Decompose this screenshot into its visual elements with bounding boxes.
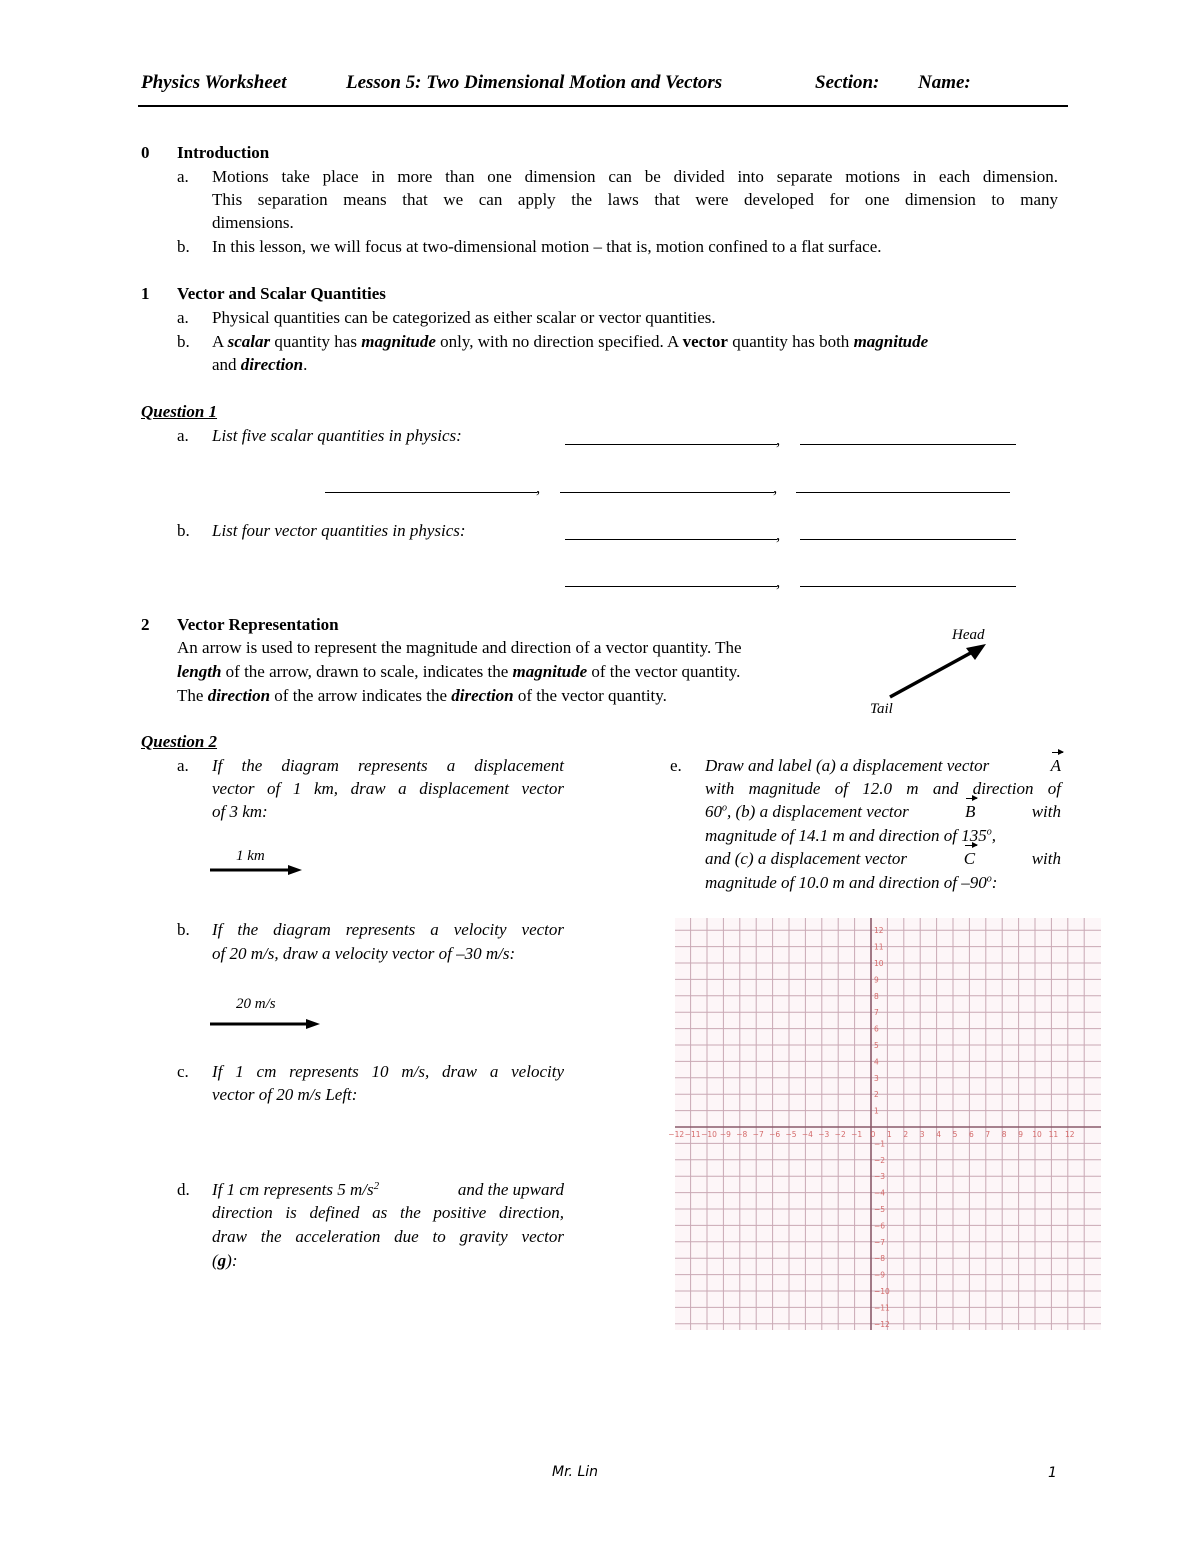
q2-e-line1: Draw and label (a) a displacement vector A bbox=[705, 756, 1061, 775]
x-tick-label: 9 bbox=[1018, 1130, 1023, 1139]
x-tick-label: 1 bbox=[887, 1130, 892, 1139]
comma: , bbox=[776, 430, 781, 449]
vector-c-symbol: C bbox=[963, 849, 976, 868]
s2-line2: length of the arrow, drawn to scale, indicates the magnitude of the vector quantity. bbox=[177, 662, 741, 681]
list-letter: c. bbox=[177, 1062, 189, 1081]
worksheet-title: Physics Worksheet bbox=[141, 72, 287, 93]
answer-blank[interactable] bbox=[560, 492, 774, 493]
q1-b-prompt: List four vector quantities in physics: bbox=[212, 521, 466, 540]
y-tick-label: 3 bbox=[874, 1073, 879, 1083]
y-tick-label: 4 bbox=[874, 1057, 879, 1067]
s1-a-text: Physical quantities can be categorized as either scalar or vector quantities. bbox=[212, 308, 716, 327]
q2-c-line1: If 1 cm represents 10 m/s, draw a velocity bbox=[212, 1062, 564, 1081]
x-tick-label: 0 bbox=[870, 1130, 876, 1139]
y-tick-label: 1 bbox=[874, 1106, 879, 1116]
arrow-20ms-label: 20 m/s bbox=[236, 996, 276, 1012]
x-tick-label: −3 bbox=[818, 1130, 830, 1139]
x-tick-label: −5 bbox=[785, 1130, 797, 1139]
q2-e-line6: magnitude of 10.0 m and direction of –90$^o$: bbox=[705, 873, 998, 892]
y-tick-label: −7 bbox=[874, 1237, 886, 1247]
list-letter: d. bbox=[177, 1180, 190, 1199]
list-letter: b. bbox=[177, 332, 190, 351]
section-label: Section: bbox=[815, 72, 880, 93]
answer-blank[interactable] bbox=[796, 492, 1010, 493]
answer-blank[interactable] bbox=[565, 586, 777, 587]
question-1-title: Question 1 bbox=[141, 402, 218, 421]
x-tick-label: −9 bbox=[719, 1130, 731, 1139]
q2-d-line2: direction is defined as the positive direction, bbox=[212, 1203, 564, 1222]
q2-e-line3: 60$^o$, (b) a displacement vector B with bbox=[705, 802, 1061, 821]
q1-a-prompt: List five scalar quantities in physics: bbox=[212, 426, 462, 445]
section-0-title: Introduction bbox=[177, 143, 270, 162]
answer-blank[interactable] bbox=[325, 492, 537, 493]
q2-a-line2: vector of 1 km, draw a displacement vector bbox=[212, 779, 564, 798]
arrow-20ms bbox=[208, 1017, 322, 1031]
section-0-number: 0 bbox=[141, 143, 150, 162]
x-tick-label: −7 bbox=[752, 1130, 764, 1139]
coordinate-grid[interactable] bbox=[668, 918, 1101, 1330]
q2-b-line1: If the diagram represents a velocity vector bbox=[212, 920, 564, 939]
arrow-1km bbox=[208, 863, 304, 877]
list-letter: a. bbox=[177, 308, 189, 327]
head-label: Head bbox=[952, 627, 985, 643]
vector-b-symbol: B bbox=[965, 802, 976, 821]
x-tick-label: −6 bbox=[769, 1130, 781, 1139]
s1-b-line1: A scalar quantity has magnitude only, with no direction specified. A vector quantity has both magnitude bbox=[212, 332, 929, 351]
answer-blank[interactable] bbox=[800, 444, 1016, 445]
q2-d-line1: If 1 cm represents 5 m/s 2 and the upward bbox=[212, 1180, 564, 1199]
intro-b-text: In this lesson, we will focus at two-dimensional motion – that is, motion confined to a flat surface. bbox=[212, 237, 882, 256]
y-tick-label: 7 bbox=[874, 1008, 879, 1018]
section-1-title: Vector and Scalar Quantities bbox=[177, 284, 386, 303]
q2-e-line5: and (c) a displacement vector C with bbox=[705, 849, 1061, 868]
vector-arrow-diagram bbox=[880, 638, 990, 703]
x-tick-label: 12 bbox=[1065, 1130, 1075, 1139]
vector-arrow-shaft bbox=[890, 650, 976, 697]
x-tick-label: 4 bbox=[936, 1130, 941, 1139]
footer-author: Mr. Lin bbox=[552, 1464, 599, 1480]
s2-line1: An arrow is used to represent the magnitude and direction of a vector quantity. The bbox=[177, 638, 742, 657]
y-tick-label: −1 bbox=[874, 1139, 886, 1149]
section-2-title: Vector Representation bbox=[177, 615, 339, 634]
q2-d-line4: (g): bbox=[212, 1251, 238, 1270]
q2-b-line2: of 20 m/s, draw a velocity vector of –30 m/s: bbox=[212, 944, 516, 963]
x-tick-label: 3 bbox=[919, 1130, 925, 1139]
intro-a-line1: Motions take place in more than one dimension can be divided into separate motions in each dimension. bbox=[212, 167, 1058, 186]
comma: , bbox=[773, 478, 778, 497]
y-tick-label: −12 bbox=[874, 1319, 890, 1329]
list-letter: a. bbox=[177, 426, 189, 445]
q2-a-line3: of 3 km: bbox=[212, 802, 268, 821]
answer-blank[interactable] bbox=[565, 539, 777, 540]
list-letter: b. bbox=[177, 920, 190, 939]
tail-label: Tail bbox=[870, 701, 893, 717]
x-tick-label: −12 bbox=[668, 1130, 685, 1139]
y-tick-label: −4 bbox=[874, 1188, 886, 1198]
x-tick-label: −4 bbox=[801, 1130, 813, 1139]
footer-page-number: 1 bbox=[1048, 1465, 1057, 1481]
comma: , bbox=[776, 525, 781, 544]
x-tick-label: −11 bbox=[684, 1130, 701, 1139]
lesson-title: Lesson 5: Two Dimensional Motion and Vectors bbox=[346, 72, 723, 93]
q2-e-line4: magnitude of 14.1 m and direction of 135$^o$, bbox=[705, 826, 996, 845]
y-tick-label: −11 bbox=[874, 1303, 890, 1313]
question-2-title: Question 2 bbox=[141, 732, 218, 751]
y-tick-label: −5 bbox=[874, 1205, 886, 1214]
list-letter: e. bbox=[670, 756, 682, 775]
x-tick-label: 7 bbox=[985, 1130, 991, 1139]
y-tick-label: 5 bbox=[874, 1041, 879, 1050]
answer-blank[interactable] bbox=[800, 539, 1016, 540]
y-tick-label: −3 bbox=[874, 1172, 886, 1182]
vector-arrow-head bbox=[966, 644, 986, 660]
list-letter: b. bbox=[177, 521, 190, 540]
section-2-number: 2 bbox=[141, 615, 150, 634]
list-letter: a. bbox=[177, 167, 189, 186]
x-tick-label: 6 bbox=[969, 1130, 974, 1139]
q2-a-line1: If the diagram represents a displacement bbox=[212, 756, 564, 775]
x-tick-label: 8 bbox=[1001, 1130, 1007, 1139]
y-tick-label: 12 bbox=[874, 926, 884, 936]
x-tick-label: −8 bbox=[736, 1130, 748, 1139]
q2-d-line3: draw the acceleration due to gravity vector bbox=[212, 1227, 564, 1246]
y-tick-label: −2 bbox=[874, 1155, 886, 1165]
y-tick-label: 8 bbox=[874, 991, 879, 1001]
y-tick-label: 10 bbox=[874, 959, 884, 968]
y-tick-label: −9 bbox=[874, 1270, 886, 1280]
vector-a-symbol: A bbox=[1050, 756, 1061, 775]
x-tick-label: 5 bbox=[952, 1130, 958, 1139]
q2-e-line2: with magnitude of 12.0 m and direction of bbox=[705, 779, 1061, 798]
s2-line3: The direction of the arrow indicates the direction of the vector quantity. bbox=[177, 686, 667, 705]
name-label: Name: bbox=[918, 72, 971, 93]
list-letter: b. bbox=[177, 237, 190, 256]
y-tick-label: −6 bbox=[874, 1221, 886, 1231]
x-tick-label: −1 bbox=[851, 1130, 863, 1139]
y-tick-label: 2 bbox=[874, 1090, 879, 1100]
x-tick-label: 2 bbox=[903, 1130, 909, 1139]
intro-a-line2: This separation means that we can apply the laws that were developed for one dimension to many bbox=[212, 190, 1058, 209]
answer-blank[interactable] bbox=[800, 586, 1016, 587]
y-tick-label: 6 bbox=[874, 1024, 879, 1034]
y-tick-label: −8 bbox=[874, 1254, 886, 1264]
answer-blank[interactable] bbox=[565, 444, 777, 445]
list-letter: a. bbox=[177, 756, 189, 775]
section-1-number: 1 bbox=[141, 284, 150, 303]
y-tick-label: 9 bbox=[874, 975, 879, 985]
q2-c-line2: vector of 20 m/s Left: bbox=[212, 1085, 358, 1104]
header-rule bbox=[138, 105, 1068, 107]
comma: , bbox=[776, 572, 781, 591]
s1-b-line2: and direction. bbox=[212, 355, 308, 374]
x-tick-label: −2 bbox=[834, 1130, 846, 1139]
y-tick-label: −10 bbox=[874, 1287, 890, 1296]
x-tick-label: 10 bbox=[1032, 1130, 1042, 1139]
comma: , bbox=[536, 478, 541, 497]
x-tick-label: 11 bbox=[1048, 1130, 1059, 1139]
arrow-1km-label: 1 km bbox=[236, 848, 265, 864]
y-tick-label: 11 bbox=[874, 942, 884, 952]
x-tick-label: −10 bbox=[701, 1130, 717, 1139]
intro-a-line3: dimensions. bbox=[212, 213, 294, 232]
